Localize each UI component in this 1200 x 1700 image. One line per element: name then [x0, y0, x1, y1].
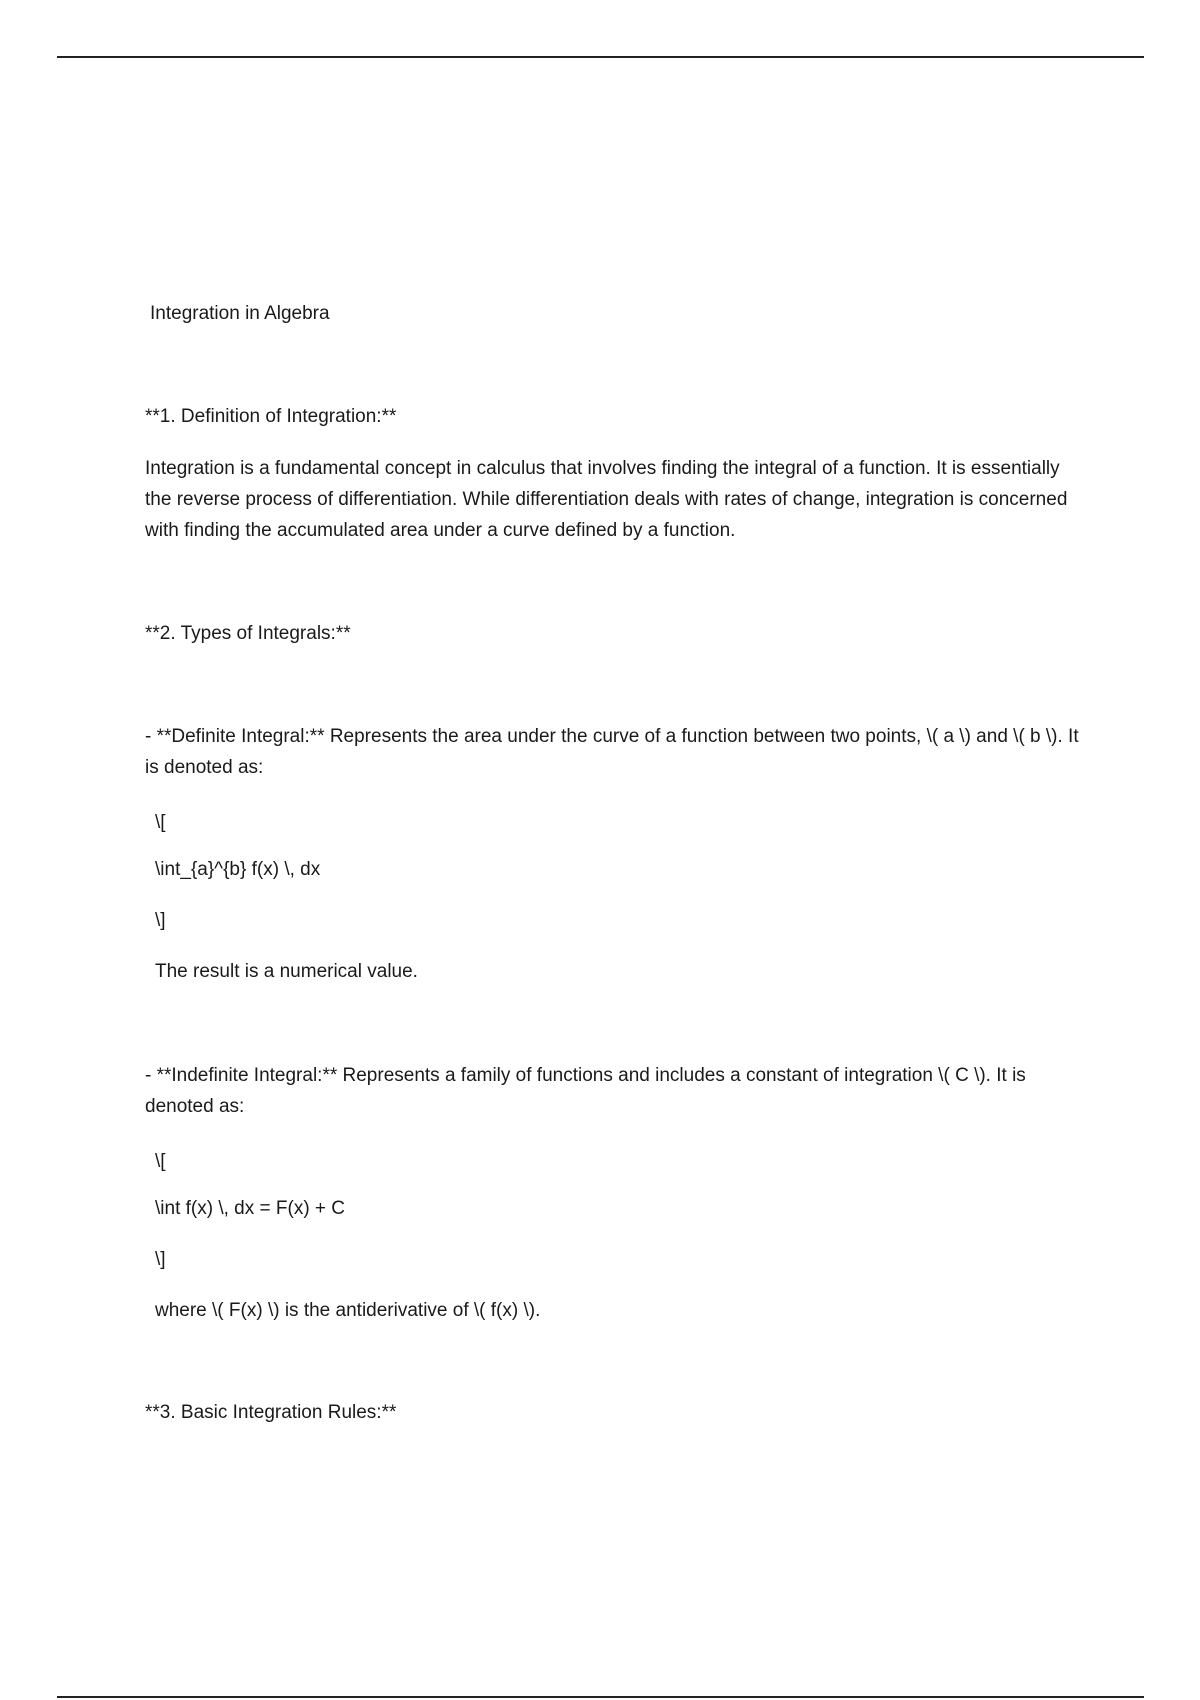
definite-integral-formula: \int_{a}^{b} f(x) \, dx: [155, 859, 321, 880]
definite-math-open: \[: [155, 812, 166, 833]
document-title: Integration in Algebra: [150, 303, 330, 324]
indefinite-math-close: \]: [155, 1249, 166, 1270]
indefinite-integral-note: where \( F(x) \) is the antiderivative of \( f(x) \).: [155, 1300, 541, 1321]
section-1-heading: **1. Definition of Integration:**: [145, 406, 397, 427]
indefinite-math-open: \[: [155, 1151, 166, 1172]
footer-rule: [57, 1696, 1144, 1698]
indefinite-integral-intro: - **Indefinite Integral:** Represents a family of functions and includes a constant of integration \( C \). It is denoted as:: [145, 1065, 1026, 1117]
definite-math-close: \]: [155, 910, 166, 931]
definite-integral-note: The result is a numerical value.: [155, 961, 418, 982]
header-rule: [57, 56, 1144, 58]
section-2-heading: **2. Types of Integrals:**: [145, 623, 351, 644]
section-1-paragraph: Integration is a fundamental concept in calculus that involves finding the integral of a function. It is essentially the reverse process of differentiation. While differentiation deals with rates of change, integration is concerned with finding the accumulated area under a curve defined by a function.: [145, 458, 1068, 541]
indefinite-integral-formula: \int f(x) \, dx = F(x) + C: [155, 1198, 346, 1219]
section-3-heading: **3. Basic Integration Rules:**: [145, 1402, 397, 1423]
definite-integral-intro: - **Definite Integral:** Represents the area under the curve of a function between two points, \( a \) and \( b \). It is denoted as:: [145, 726, 1079, 778]
